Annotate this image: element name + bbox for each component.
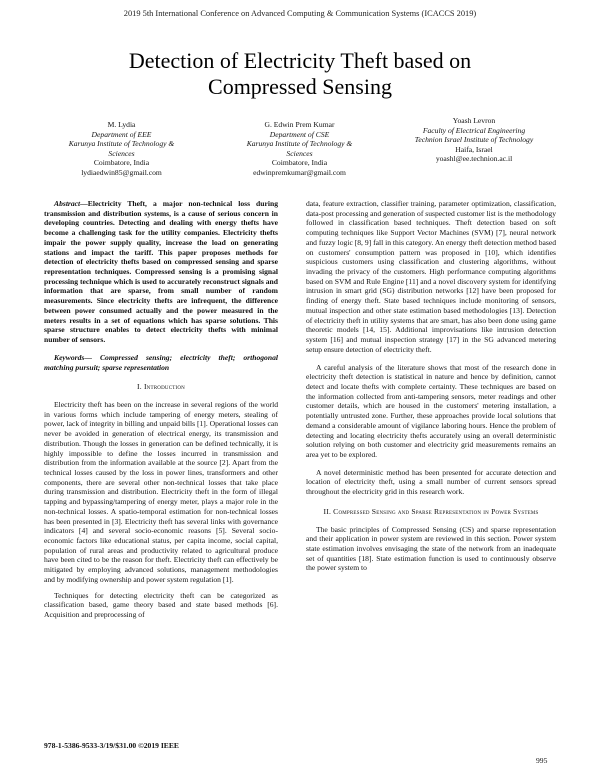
intro-paragraph-4: A careful analysis of the literature shows that most of the research done in electricity theft detection is statistical in nature and hence by definition, cannot detect and locate thefts with complete certainty. These techniques are based on the information collected from anti-tampering sensors, meter readings and other customer details, which are housed in the customers' metering installation, a potentially untrusted zone. Further, these approaches provide local solutions that demand a considerable amount of vigilance laboring hours. Hence the problem of detecting and locating electricity thefts accurately using an overall deterministic solution relying on both customer and electricity grid measurements remains an area yet to be explored. bbox=[306, 362, 556, 459]
page-number: 995 bbox=[536, 756, 548, 765]
paper-title bbox=[60, 48, 540, 100]
author-name: G. Edwin Prem Kumar bbox=[264, 120, 335, 129]
right-column bbox=[306, 199, 556, 573]
intro-paragraph-2: Techniques for detecting electricity theft can be categorized as classification based, game theory based and state based methods [6]. Acquisition and preprocessing of bbox=[44, 590, 278, 620]
author-block-2 bbox=[222, 120, 377, 178]
section-heading-compressed-sensing: II. Compressed Sensing and Sparse Representation in Power Systems bbox=[323, 506, 539, 516]
author-department: Department of EEE bbox=[91, 129, 152, 139]
intro-paragraph-1: Electricity theft has been on the increase in several regions of the world in various forms which include tampering of energy meters, stealing of power, lack of integrity in billing and unpaid bills [1]. Operational losses can never be avoided in generation of electrical energy, its transmission and distribution. Though the losses in generation can be defined technically, it is highly impossible to define the losses incurred in transmission and distribution from the information available at the source [2]. Apart from the technical losses caused by the loss in power lines, transformers and other components, there are several other non-technical losses that take place during transmission and distribution. Electricity theft in the form of illegal tapping and bypassing/tampering of energy meter, plays a major role in the non-technical losses. A spatio-temporal estimation for non-technical losses has been presented in [3]. Electricity theft has several links with governance indicators [4] and several socio-economic reasons [5]. Several socio-economic factors like educational status, per capita income, social capital, population of rural areas and productivity related to agricultural produce have been cited to be the reason for theft. Electricity theft can effectively be mitigated by employing advanced solutions, management methodologies and by modifying ownership and power system regulation [1]. bbox=[44, 399, 278, 584]
keywords-paragraph bbox=[44, 353, 278, 372]
author-name: Yoash Levron bbox=[452, 116, 496, 125]
copyright-footer: 978-1-5386-9533-3/19/$31.00 ©2019 IEEE bbox=[44, 741, 179, 750]
abstract-paragraph bbox=[44, 199, 278, 345]
author-institution-line-2: Sciences bbox=[286, 148, 313, 158]
section-heading-introduction: I. Introduction bbox=[137, 382, 185, 392]
author-block-1 bbox=[44, 120, 199, 178]
conference-header: 2019 5th International Conference on Advanced Computing & Communication Systems (ICACCS 2019) bbox=[123, 9, 477, 18]
title-line-2: Compressed Sensing bbox=[208, 74, 392, 99]
abstract-body: —Electricity Theft, a major non-technical loss during transmission and distribution systems, is a cause of serious concern in developing countries. Detecting and dealing with energy thefts have become a challenging task for the utility companies. Electricity thefts impair the power supply quality, increase the load on generating stations and impact the tariff. This paper proposes methods for detection of electricity thefts based on compressed sensing and sparse representation techniques. Compressed sensing is a promising signal processing technique which is used to accurately reconstruct signals and information that are sparse, from small number of random measurements. Since electricity thefts are infrequent, the difference between power consumed actually and the power measured in the meters results in a set of equations which has sparse solutions. This sparse structure enables to detect electricity thefts with minimal number of sensors. bbox=[44, 199, 278, 345]
author-department: Department of CSE bbox=[269, 129, 330, 139]
author-institution: Karunya Institute of Technology & bbox=[246, 139, 353, 149]
keywords-body: Compressed sensing; electricity theft; orthogonal matching pursuit; sparse representation bbox=[44, 352, 278, 372]
author-email: edwinpremkumar@gmail.com bbox=[253, 167, 346, 177]
author-city: Haifa, Israel bbox=[455, 144, 493, 154]
author-institution: Technion Israel Institute of Technology bbox=[414, 135, 534, 145]
author-institution: Karunya Institute of Technology & bbox=[68, 139, 175, 149]
author-name: M. Lydia bbox=[107, 120, 136, 129]
abstract-lead: Abstract bbox=[54, 199, 81, 208]
intro-paragraph-3: data, feature extraction, classifier training, parameter optimization, classification, data-post processing and generation of suspected customer list is the methodology followed in classification based techniques. Theft detection based on soft computing techniques like Support Vector Machines (SVM) [7], neural network and fuzzy logic [8, 9] fall in this category. An energy theft detection method based on customers' consumption pattern was proposed in [10], which identifies suspicious customers using classification and clustering algorithms, without invading the privacy of the customers. High performance computing algorithms based on SVM and Rule Engine [11] and a novel discovery system for identifying intrusion in smart grid (SG) distribution networks [12] have been proposed for finding of energy theft. State based techniques include monitoring of sensors, mutual inspection and other state estimation based methodologies [13]. Detection of electricity theft in utility systems that are smart, has also been done using game theoretic models [14, 15]. Additional improvisations like intrusion detection system [16] and mutual inspection strategy [17] in the SG advanced metering setup ensure detection of electricity theft. bbox=[306, 199, 556, 354]
left-column bbox=[44, 199, 278, 620]
author-institution-line-2: Sciences bbox=[108, 148, 135, 158]
author-city: Coimbatore, India bbox=[271, 158, 328, 168]
keywords-lead: Keywords— bbox=[54, 352, 92, 362]
section2-paragraph-1: The basic principles of Compressed Sensing (CS) and sparse representation and their application in power system are reviewed in this section. Power system state estimation involves envisaging the state of the network from an inadequate set of quantities [18]. State estimation function is used to continuously observe the power system to bbox=[306, 524, 556, 573]
title-line-1: Detection of Electricity Theft based on bbox=[128, 48, 472, 73]
author-city: Coimbatore, India bbox=[93, 158, 150, 168]
author-block-3 bbox=[392, 116, 556, 164]
intro-paragraph-5: A novel deterministic method has been presented for accurate detection and location of electricity theft, using a small number of current sensors spread throughout the electricity grid in this research work. bbox=[306, 467, 556, 497]
author-email: lydiaedwin85@gmail.com bbox=[81, 167, 162, 177]
author-department: Faculty of Electrical Engineering bbox=[422, 125, 526, 135]
author-email: yoashl@ee.technion.ac.il bbox=[435, 154, 513, 164]
